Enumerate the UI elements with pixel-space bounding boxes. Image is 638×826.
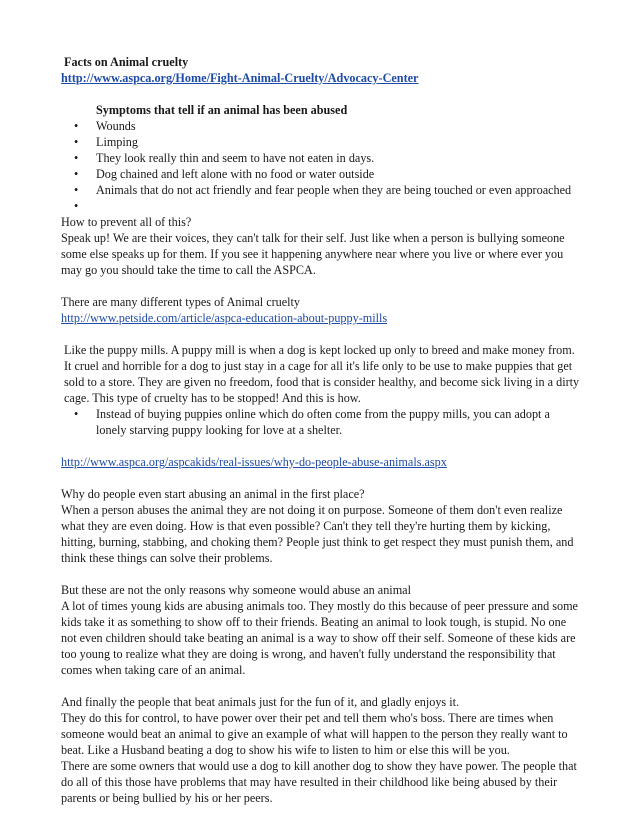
list-item: • They look really thin and seem to have not eaten in days. <box>74 151 375 165</box>
puppy-mills-body: Like the puppy mills. A puppy mill is when a dog is kept locked up only to breed and make money from. It cruel and horrible for a dog to just stay in a cage for all it's life only to be use to make puppies that get sold to a store. They are given no freedom, food that is consider healthy, and become sick living in a dirty cage. This type of cruelty has to be stopped! And this is how. <box>64 343 580 405</box>
finally-heading: And finally the people that beat animals just for the fun of it, and gladly enjoys it. <box>61 695 460 709</box>
aspca-advocacy-link[interactable]: http://www.aspca.org/Home/Fight-Animal-Cruelty/Advocacy-Center <box>61 71 419 85</box>
why-body: When a person abuses the animal they are not doing it on purpose. Someone of them don't even realize what they are even doing. How is that even possible? Can't they tell they're hurting them by kicking, hitting, burning, stabbing, and choking them? People just think to get respect they must punish them, and think these things can solve their problems. <box>61 503 574 565</box>
list-item: • Limping <box>74 135 138 149</box>
prevent-question: How to prevent all of this? <box>61 215 192 229</box>
list-item: • Wounds <box>74 119 136 133</box>
bullet-icon: • <box>74 167 79 181</box>
list-item: • Animals that do not act friendly and fear people when they are being touched or even approached <box>74 183 572 197</box>
petside-puppy-mills-link[interactable]: http://www.petside.com/article/aspca-education-about-puppy-mills <box>61 311 388 325</box>
finally-body-1: They do this for control, to have power over their pet and tell them who's boss. There are times when someone would beat an animal to give an example of what will happen to the person they really want to beat. Like a Husband beating a dog to show his wife to listen to him or else this will be you. <box>61 711 568 757</box>
symptoms-list <box>61 118 581 214</box>
list-item: • Dog chained and left alone with no food or water outside <box>74 167 375 181</box>
reasons-heading: But these are not the only reasons why someone would abuse an animal <box>61 583 411 597</box>
symptoms-heading: Symptoms that tell if an animal has been abused <box>96 103 348 117</box>
prevent-body: Speak up! We are their voices, they can't talk for their self. Just like when a person is bullying someone some else speaks up for them. If you see it happening anywhere near where you live or where ever you may go you should take the time to call the ASPCA. <box>61 231 565 277</box>
bullet-icon: • <box>74 151 79 165</box>
types-intro: There are many different types of Animal cruelty <box>61 295 301 309</box>
bullet-icon: • <box>74 183 79 197</box>
bullet-icon: • <box>74 407 79 421</box>
aspca-kids-link[interactable]: http://www.aspca.org/aspcakids/real-issues/why-do-people-abuse-animals.aspx <box>61 455 447 469</box>
reasons-body: A lot of times young kids are abusing animals too. They mostly do this because of peer pressure and some kids take it as something to show off to their friends. Beating an animal to look tough, is stupid. No one not even children should take beating an animal is a way to show off their self. Someone of these kids are too young to realize what they are doing is wrong, and haven't fully understand the responsibility that comes when taking care of an animal. <box>61 599 578 677</box>
bullet-icon: • <box>74 199 79 213</box>
document-page <box>61 54 581 806</box>
bullet-icon: • <box>74 119 79 133</box>
document-title: Facts on Animal cruelty <box>64 55 189 69</box>
finally-body-2: There are some owners that would use a dog to kill another dog to show they have power. The people that do all of this those have problems that may have resulted in their childhood like being abused by their parents or being bullied by his or her peers. <box>61 759 577 805</box>
list-item: • Instead of buying puppies online which do often come from the puppy mills, you can adopt a lonely starving puppy looking for love at a shelter. <box>74 407 550 437</box>
puppy-mills-list <box>61 406 581 438</box>
bullet-icon: • <box>74 135 79 149</box>
list-item <box>61 198 581 214</box>
why-question: Why do people even start abusing an animal in the first place? <box>61 487 365 501</box>
